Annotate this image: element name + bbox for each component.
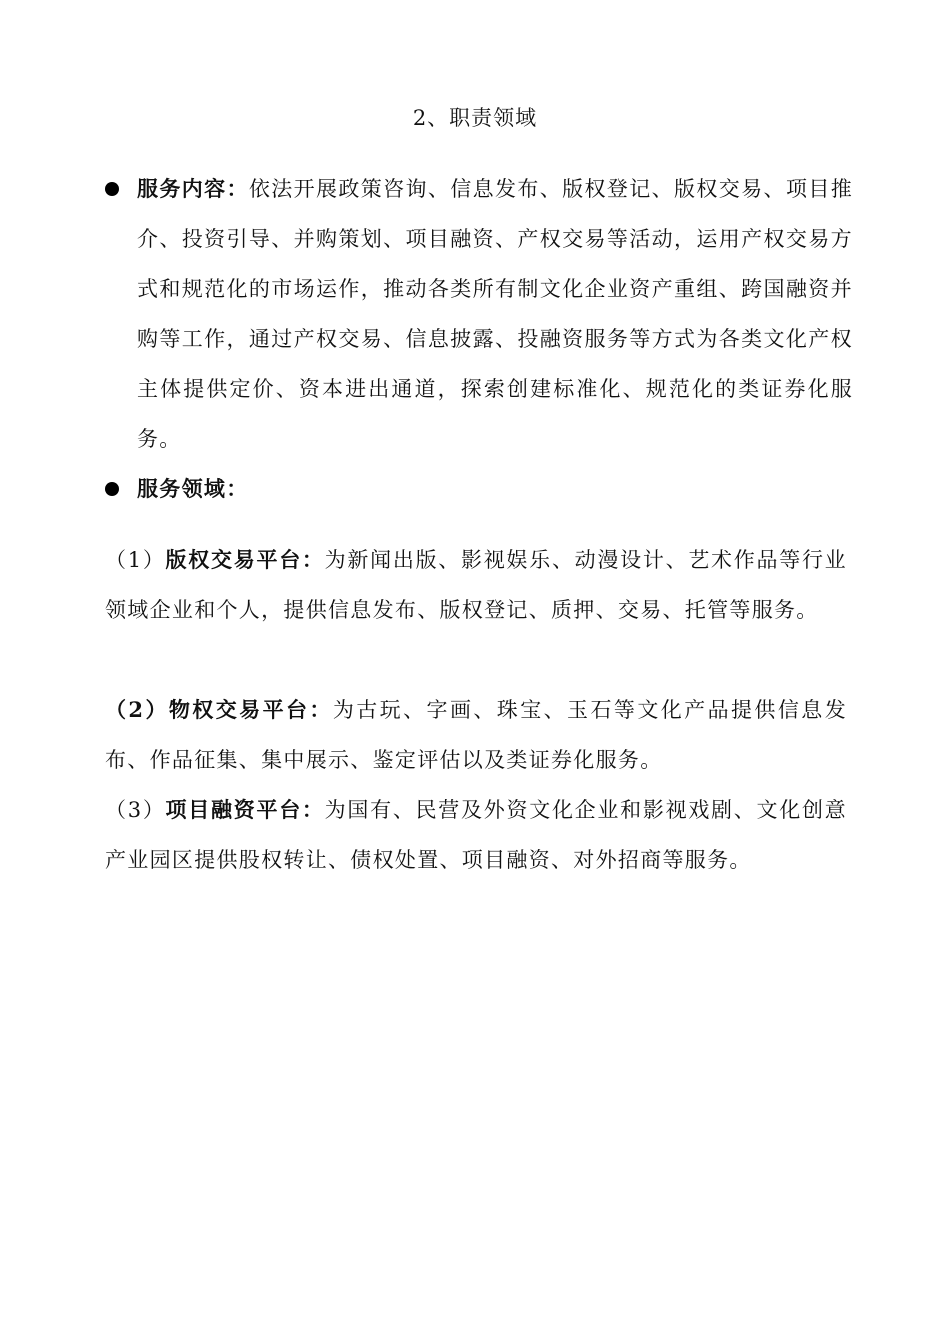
- platform-body: 为国有、民营及外资文化企业和影视戏剧、文化创意产业园区提供股权转让、债权处置、项目融资、对外招商等服务。: [105, 798, 847, 872]
- service-content-body: 依法开展政策咨询、信息发布、版权登记、版权交易、项目推介、投资引导、并购策划、项目融资、产权交易等活动，运用产权交易方式和规范化的市场运作，推动各类所有制文化企业资产重组、跨国融资并购等工作，通过产权交易、信息披露、投融资服务等方式为各类文化产权主体提供定价、资本进出通道，探索创建标准化、规范化的类证券化服务。: [137, 177, 853, 451]
- service-field-paragraph: [137, 464, 853, 514]
- platform-body: 为古玩、字画、珠宝、玉石等文化产品提供信息发布、作品征集、集中展示、鉴定评估以及类证券化服务。: [105, 698, 847, 772]
- platform-name: 物权交易平台：: [168, 697, 333, 722]
- platform-name: 版权交易平台：: [165, 547, 325, 572]
- platform-index: （2）: [105, 697, 169, 722]
- section-heading-text: 2、职责领域: [412, 106, 538, 130]
- platform-body: 为新闻出版、影视娱乐、动漫设计、艺术作品等行业领域企业和个人，提供信息发布、版权登记、质押、交易、托管等服务。: [105, 548, 847, 622]
- platform-paragraph-copyright: [105, 535, 847, 635]
- service-content-label: 服务内容：: [137, 176, 249, 201]
- section-heading: [0, 100, 950, 136]
- bullet-icon: [105, 482, 119, 496]
- platform-paragraph-financing: [105, 785, 847, 885]
- platform-paragraph-property: [105, 685, 847, 785]
- platform-index: （3）: [105, 798, 166, 822]
- platform-name: 项目融资平台：: [165, 797, 325, 822]
- service-field-label: 服务领域：: [137, 476, 249, 501]
- service-content-paragraph: [137, 164, 853, 464]
- platform-index: （1）: [105, 548, 166, 572]
- bullet-icon: [105, 182, 119, 196]
